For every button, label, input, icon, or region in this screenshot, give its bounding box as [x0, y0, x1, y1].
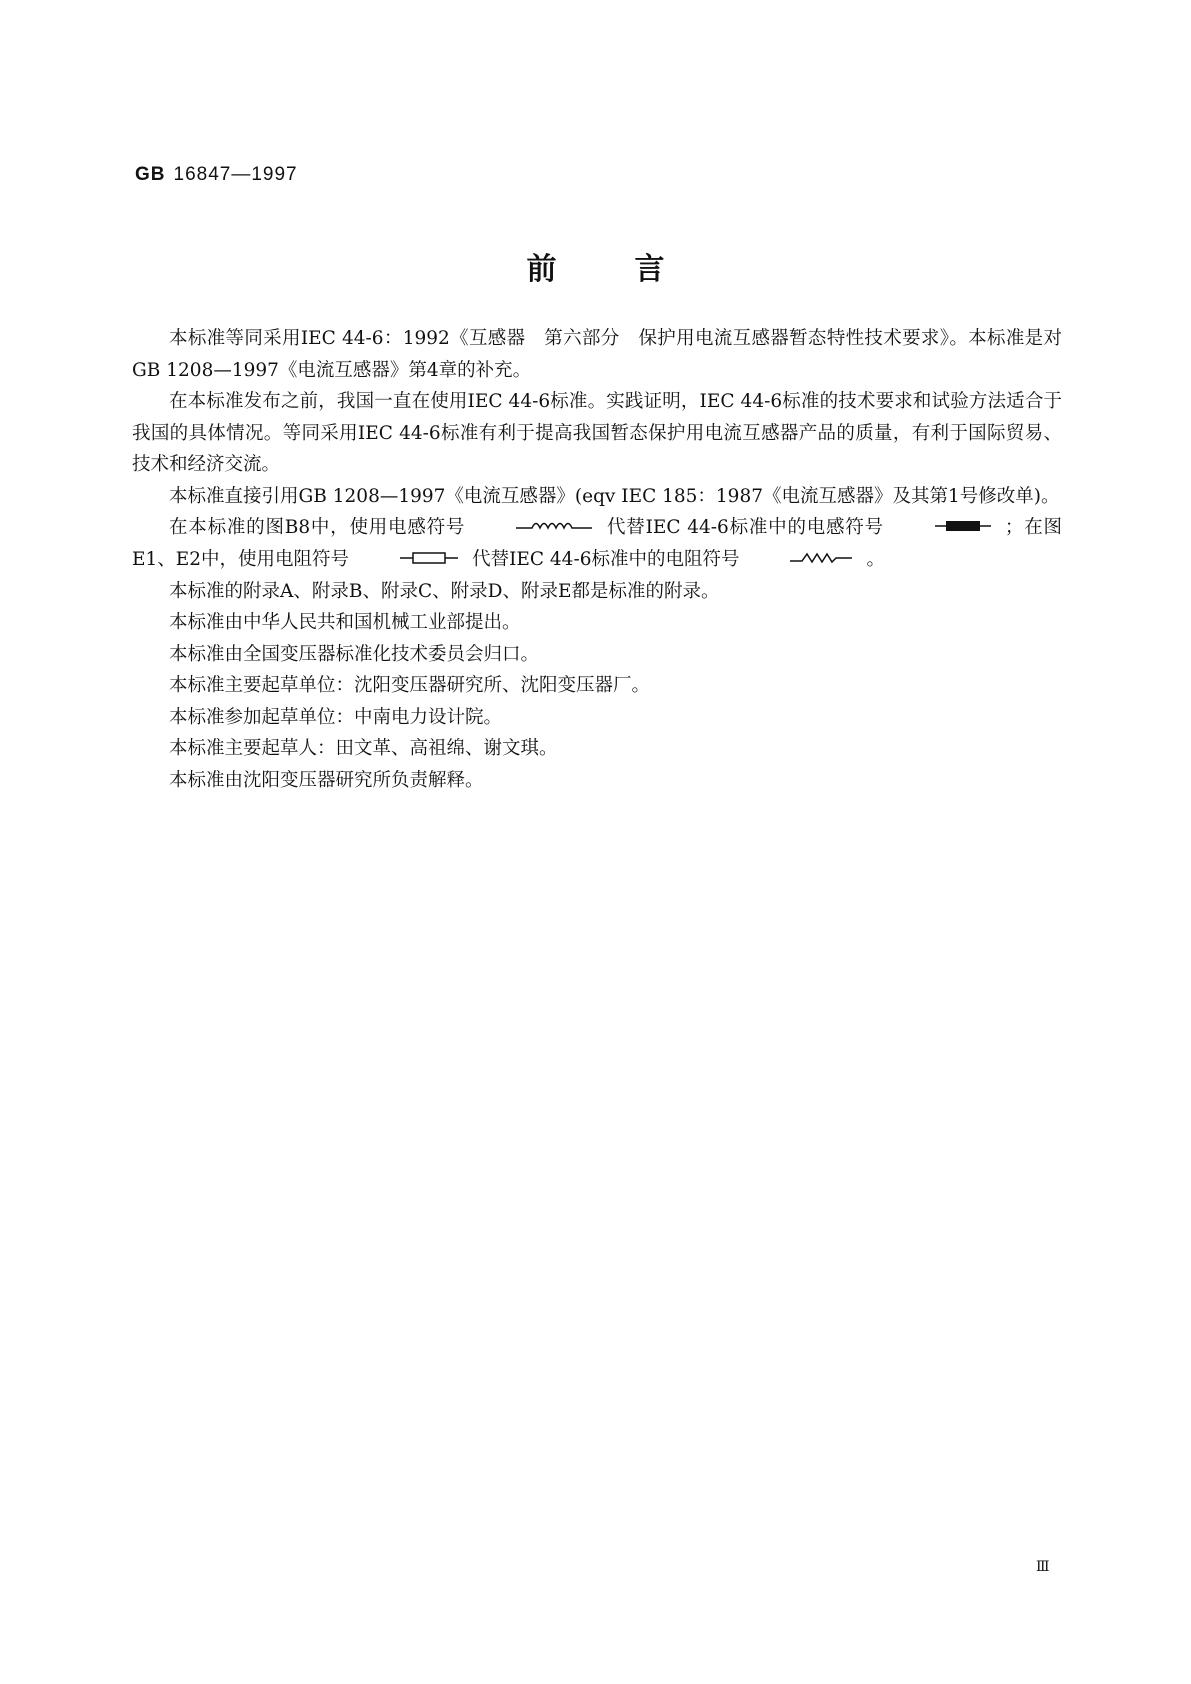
resistor-zigzag-symbol-icon: [753, 544, 852, 576]
paragraph-participating-units: 本标准参加起草单位：中南电力设计院。: [169, 706, 503, 728]
symbols-text-3: ；在图E1、E2中，使用电阻符号: [132, 517, 1062, 570]
inductor-filled-symbol-icon: [898, 512, 991, 544]
paragraph-symbols: [132, 512, 1062, 576]
paragraph-main-drafter-units: 本标准主要起草单位：沈阳变压器研究所、沈阳变压器厂。: [169, 675, 651, 696]
inductor-coil-symbol-icon: [479, 512, 592, 544]
symbols-text-1: 在本标准的图B8中，使用电感符号: [169, 517, 466, 538]
symbols-text-2: 代替IEC 44-6标准中的电感符号: [606, 517, 884, 538]
paragraph-adoption: 本标准等同采用IEC 44-6：1992《互感器 第六部分 保护用电流互感器暂态特性技术要求》。本标准是对GB 1208—1997《电流互感器》第4章的补充。: [132, 328, 1062, 381]
paragraph-interpretation: 本标准由沈阳变压器研究所负责解释。: [169, 769, 484, 791]
page-number: Ⅲ: [1036, 1559, 1050, 1575]
paragraph-committee: 本标准由全国变压器标准化技术委员会归口。: [169, 643, 540, 665]
symbols-text-4: 代替IEC 44-6标准中的电阻符号: [472, 548, 740, 570]
foreword-body: [132, 323, 1062, 796]
paragraph-references: 本标准直接引用GB 1208—1997《电流互感器》(eqv IEC 185：1987《电流互感器》及其第1号修改单)。: [169, 485, 1060, 507]
page-title: 前言: [526, 252, 743, 287]
paragraph-background: 在本标准发布之前，我国一直在使用IEC 44-6标准。实践证明，IEC 44-6标准的技术要求和试验方法适合于我国的具体情况。等同采用IEC 44-6标准有利于提高我国暂态保护用电流互感器产品的质量，有利于国际贸易、技术和经济交流。: [132, 391, 1062, 475]
standard-number: 16847—1997: [173, 164, 298, 185]
paragraph-drafters: 本标准主要起草人：田文革、高祖绵、谢文琪。: [169, 738, 558, 759]
paragraph-appendices: 本标准的附录A、附录B、附录C、附录D、附录E都是标准的附录。: [169, 580, 720, 602]
standard-prefix: GB: [135, 164, 166, 185]
standard-code: [135, 164, 298, 186]
paragraph-proposer: 本标准由中华人民共和国机械工业部提出。: [169, 612, 521, 633]
resistor-box-symbol-icon: [363, 544, 458, 576]
symbols-text-5: 。: [866, 548, 885, 570]
